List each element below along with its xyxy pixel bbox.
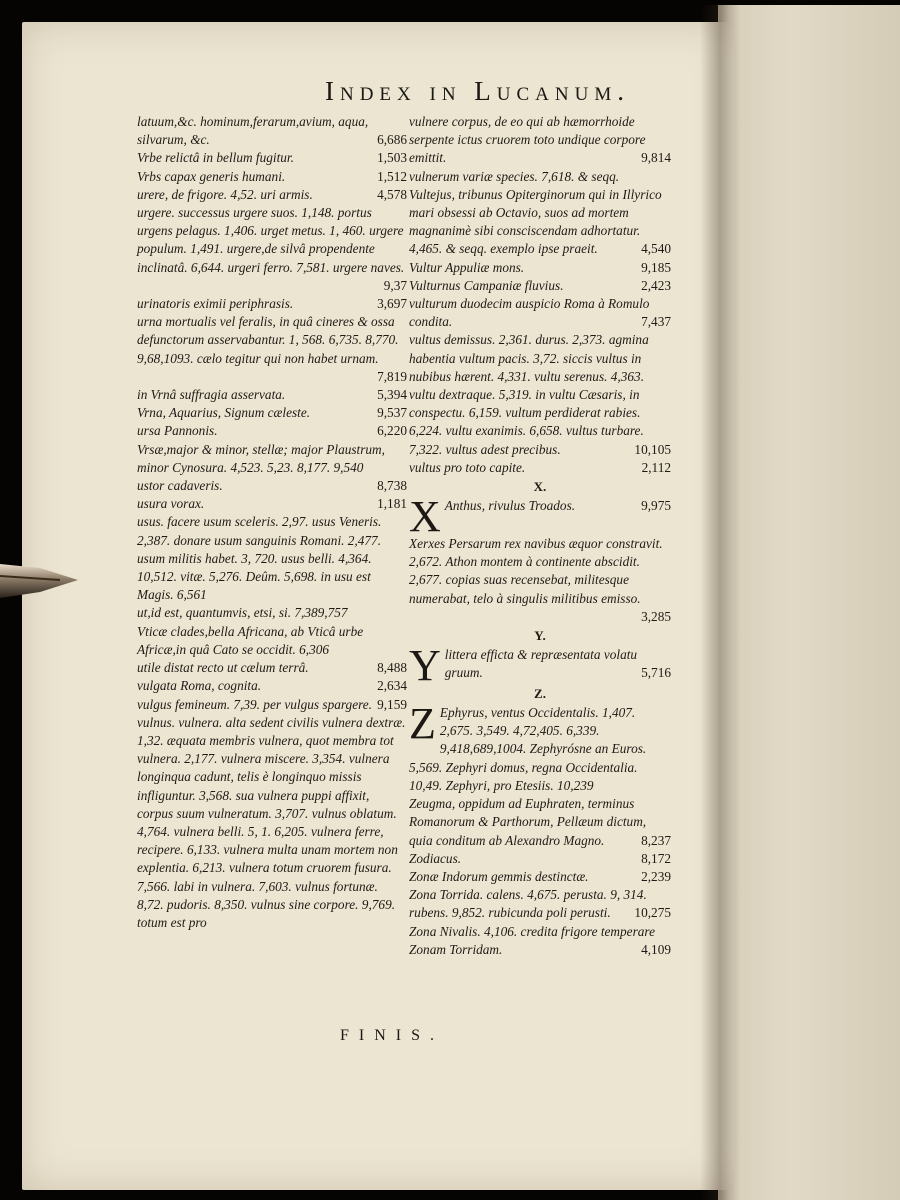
index-entry — [409, 277, 671, 295]
entry-citation: 1,512 — [377, 168, 407, 184]
entry-text: Anthus, rivulus Troados. — [444, 498, 576, 514]
entry-text: Zonæ Indorum gemmis destinctæ. — [409, 868, 589, 884]
entry-text: ursa Pannonis. — [137, 423, 218, 439]
entry-text: vulgus femineum. 7,39. per vulgus spargere. — [137, 696, 373, 712]
entry-text: Vultur Appuliæ mons. — [409, 259, 525, 275]
entry-text: latuum,&c. hominum,ferarum,avium, aqua, silvarum, &c. — [137, 114, 369, 148]
index-entry — [409, 168, 671, 186]
dropcap-x: X — [409, 492, 441, 542]
index-entry — [409, 795, 671, 850]
index-entry — [137, 295, 407, 313]
section-y-list — [409, 641, 671, 691]
index-entry — [137, 604, 407, 622]
entry-text: Vultejus, tribunus Opiterginorum qui in Illyrico mari obsessi ab Octavio, suos ad mortem magnanimè sibi consciscendam adhortatur. 4,465. & seqq. exemplo ipse praeit. — [409, 186, 662, 257]
entry-text: urgere. successus urgere suos. 1,148. portus urgens pelagus. 1,406. urget metus. 1, 460. urgere populum. 1,491. urgere,de silvâ propendente inclinatâ. 6,644. urgeri ferro. 7,581. urgere naves. — [137, 205, 405, 275]
page-gutter-shadow — [700, 5, 740, 1200]
index-entry — [137, 204, 407, 295]
index-entry — [137, 513, 407, 604]
entry-citation: 2,239 — [641, 868, 671, 884]
entry-text: littera efficta & repræsentata volatu gruum. — [444, 647, 638, 681]
section-heading-y: Y. — [534, 628, 546, 644]
index-entry — [137, 386, 407, 404]
entry-citation: 9,537 — [377, 405, 407, 421]
index-entry — [409, 535, 671, 626]
facing-page — [718, 5, 900, 1200]
index-entry — [137, 696, 407, 714]
entry-text: ustor cadaveris. — [137, 478, 223, 494]
section-x-list — [409, 492, 671, 626]
entry-citation: 7,819 — [377, 368, 407, 384]
entry-text: usura vorax. — [137, 496, 205, 512]
entry-text: Vrsæ,major & minor, stellæ; major Plaustrum, minor Cynosura. 4,523. 5,23. 8,177. 9,540 — [137, 441, 385, 475]
index-entry — [409, 492, 671, 542]
index-entry — [409, 113, 671, 168]
index-entry — [137, 441, 407, 477]
entry-text: Zodiacus. — [409, 850, 462, 866]
entry-citation: 3,697 — [377, 296, 407, 312]
index-entry — [137, 313, 407, 386]
running-header: Index in Lucanum. — [324, 76, 630, 106]
entry-citation: 6,220 — [377, 423, 407, 439]
entry-text: Vrna, Aquarius, Signum cæleste. — [137, 405, 311, 421]
entry-citation: 8,237 — [641, 832, 671, 848]
entry-text: utile distat recto ut cælum terrâ. — [137, 660, 309, 676]
entry-citation: 4,540 — [641, 241, 671, 257]
entry-citation: 9,975 — [641, 498, 671, 514]
entry-citation: 5,394 — [377, 387, 407, 403]
index-entry — [409, 295, 671, 331]
dropcap-y: Y — [409, 641, 441, 691]
entry-text: ut,id est, quantumvis, etsi, si. 7,389,757 — [137, 605, 348, 621]
entry-text: Vulturnus Campaniæ fluvius. — [409, 277, 564, 293]
index-entry — [409, 259, 671, 277]
entry-text: Vrbs capax generis humani. — [137, 168, 286, 184]
entry-citation: 4,578 — [377, 186, 407, 202]
section-heading-x: X. — [533, 479, 547, 495]
index-entry — [137, 714, 407, 932]
entry-citation: 8,738 — [377, 478, 407, 494]
entry-citation: 8,172 — [641, 850, 671, 866]
section-y-entries — [409, 641, 671, 691]
entry-text: vultus demissus. 2,361. durus. 2,373. agmina habentia vultum pacis. 3,72. siccis vultus in nubibus hærent. 4,331. vultu serenus. 4,363. vultu dextraque. 5,319. in vultu Cæsaris, in conspectu. 6,159. vultum perdiderat rabies. 6,224. vultu exanimis. 6,658. vultus turbare. 7,322. vultus adest precibus. — [409, 332, 649, 457]
right-column-entries — [409, 113, 671, 477]
entry-citation: 9,159 — [377, 696, 407, 712]
entry-text: Zona Torrida. calens. 4,675. perusta. 9, 314. rubens. 9,852. rubicunda poli perusti. — [409, 887, 647, 921]
entry-citation: 6,686 — [377, 132, 407, 148]
index-entry — [137, 186, 407, 204]
entry-text: Vticæ clades,bella Africana, ab Vticâ urbe Africæ,in quâ Cato se occidit. 6,306 — [137, 623, 364, 657]
index-entry — [137, 677, 407, 695]
section-z-entries — [409, 699, 671, 959]
entry-citation: 9,185 — [641, 259, 671, 275]
index-entry — [409, 641, 671, 691]
index-column-left — [137, 113, 407, 932]
section-heading-z: Z. — [534, 686, 546, 702]
entry-citation: 5,716 — [641, 665, 671, 681]
index-entry — [137, 659, 407, 677]
pen-tip-pointer — [0, 558, 78, 602]
entry-text: Zona Nivalis. 4,106. credita frigore temperare Zonam Torridam. — [409, 923, 655, 957]
index-entry — [137, 168, 407, 186]
entry-citation: 3,285 — [641, 608, 671, 624]
entry-citation: 1,181 — [377, 496, 407, 512]
index-entry — [137, 495, 407, 513]
entry-text: vulturum duodecim auspicio Roma à Romulo condita. — [409, 296, 650, 330]
entry-citation: 10,105 — [634, 441, 671, 457]
entry-citation: 2,634 — [377, 678, 407, 694]
entry-text: Zeugma, oppidum ad Euphraten, terminus Romanorum & Parthorum, Pellæum dictum, quia conditum ab Alexandro Magno. — [409, 796, 647, 848]
index-entry — [409, 459, 671, 477]
entry-text: vulnus. vulnera. alta sedent civilis vulnera dextræ. 1,32. æquata membris vulnera, quot membra tot vulnera. 2,177. vulnera miscere. 3,354. vulnera longinqua cadunt, telis è longinquo missis infliguntur. 3,568. sua vulnera puppi affixit, corpus suum vulneratum. 3,707. vulnus oblatum. 4,764. vulnera belli. 5, 1. 6,205. vulnera ferre, recipere. 6,133. vulnera multa unam mortem non explentia. 6,213. vulnera totum cruorem fusura. 7,566. labi in vulnera. 7,603. vulnus fortunæ. 8,72. pudoris. 8,350. vulnus sine corpore. 9,769. totum est pro — [137, 714, 406, 930]
entry-text: urna mortualis vel feralis, in quâ cineres & ossa defunctorum asservabantur. 1, 568. 6,735. 8,770. 9,68,1093. cælo tegitur qui non habet urnam. — [137, 314, 399, 366]
index-entry — [409, 331, 671, 458]
entry-text: urere, de frigore. 4,52. uri armis. — [137, 186, 313, 202]
index-entry — [409, 923, 671, 959]
entry-text: Xerxes Persarum rex navibus æquor constravit. 2,672. Athon montem à continente abscidit. 2,677. copias suas recensebat, militesque numerabat, telo à singulis militibus emisso. — [409, 536, 663, 606]
entry-citation: 2,423 — [641, 277, 671, 293]
index-entry — [137, 477, 407, 495]
entry-text: urinatoris eximii periphrasis. — [137, 296, 294, 312]
index-column-right — [409, 113, 671, 959]
entry-citation: 9,814 — [641, 150, 671, 166]
entry-text: Ephyrus, ventus Occidentalis. 1,407. 2,675. 3,549. 4,72,405. 6,339. 9,418,689,1004. Zephyrósne an Euros. 5,569. Zephyri domus, regna Occidentalia. 10,49. Zephyri, pro Etesiis. 10,239 — [409, 705, 647, 793]
entry-text: usus. facere usum sceleris. 2,97. usus Veneris. 2,387. donare usum sanguinis Romani. 2,477. usum militis habet. 3, 720. usus belli. 4,364. 10,512. vitæ. 5,276. Deûm. 5,698. in usu est Magis. 6,561 — [137, 514, 382, 603]
index-entry — [137, 113, 407, 149]
entry-text: vulgata Roma, cognita. — [137, 678, 262, 694]
entry-citation: 2,112 — [641, 459, 671, 475]
entry-text: vultus pro toto capite. — [409, 459, 526, 475]
entry-text: vulnerum variæ species. 7,618. & seqq. — [409, 168, 620, 184]
entry-citation: 7,437 — [641, 314, 671, 330]
index-entry — [137, 422, 407, 440]
entry-text: in Vrnâ suffragia asservata. — [137, 387, 286, 403]
finis-footer: FINIS. — [340, 1027, 445, 1044]
entry-citation: 8,488 — [377, 660, 407, 676]
section-x-entries — [409, 492, 671, 626]
index-entry — [409, 886, 671, 922]
index-entry — [409, 699, 671, 795]
index-entry — [137, 404, 407, 422]
index-entry — [409, 186, 671, 259]
entry-citation: 9,37 — [383, 277, 407, 293]
section-z-list — [409, 699, 671, 959]
entry-citation: 4,109 — [641, 941, 671, 957]
entry-citation: 10,275 — [634, 905, 671, 921]
dropcap-z: Z — [409, 699, 436, 749]
index-entry — [409, 850, 671, 868]
entry-text: Vrbe relictâ in bellum fugitur. — [137, 150, 294, 166]
index-entry — [137, 149, 407, 167]
index-entry — [137, 623, 407, 659]
entry-citation: 1,503 — [377, 150, 407, 166]
entry-text: vulnere corpus, de eo qui ab hæmorrhoide serpente ictus cruorem toto undique corpore emittit. — [409, 114, 646, 166]
index-entry — [409, 868, 671, 886]
